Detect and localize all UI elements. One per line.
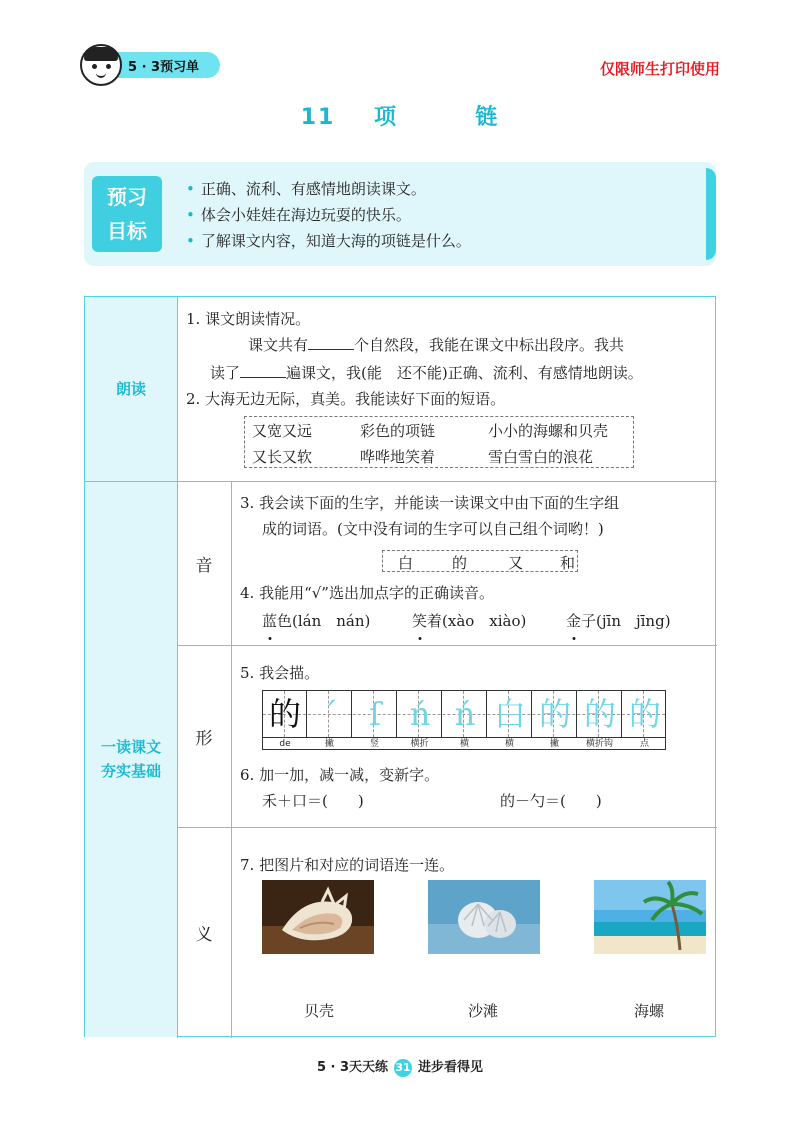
caption-conch[interactable]: 海螺: [634, 1002, 665, 1020]
q3-line1: 3. 我会读下面的生字，并能读一读课文中由下面的生字组: [240, 494, 620, 512]
q1-line2: 读了 遍课文，我(能 还不能)正确、流利、有感情地朗读。: [210, 364, 643, 382]
grid-label: 横: [459, 739, 469, 749]
grid-label: 撇: [324, 739, 334, 749]
q1-text: 1. 课文朗读情况。: [186, 310, 311, 328]
phrase: 彩色的项链: [360, 422, 436, 440]
badge-label: 5 · 3预习单: [128, 60, 200, 75]
phrase: 又宽又远: [252, 422, 313, 440]
q5-text: 5. 我会描。: [240, 664, 320, 682]
grid-char: 的: [538, 695, 571, 733]
preview-goals-box: [84, 162, 716, 266]
grid-label: de: [279, 739, 291, 749]
phrase: 小小的海螺和贝壳: [488, 422, 609, 440]
grid-char: 的: [583, 695, 616, 733]
char: 又: [508, 554, 524, 572]
goals-tag: 预习 目标: [92, 176, 162, 252]
grid-label: 点: [639, 739, 649, 749]
q4-text: 4. 我能用“√”选出加点字的正确读音。: [240, 584, 494, 602]
page-number: 31: [394, 1059, 412, 1077]
goal-item: • 正确、流利、有感情地朗读课文。: [186, 180, 426, 198]
q2-text: 2. 大海无边无际，真美。我能读好下面的短语。: [186, 390, 506, 408]
lesson-title: 11 项 链: [300, 105, 500, 130]
char: 的: [452, 554, 468, 572]
beach-image[interactable]: [594, 880, 706, 954]
blank-paragraph-count[interactable]: [308, 334, 354, 350]
grid-char: ń: [409, 695, 431, 733]
mascot-icon: [80, 44, 122, 86]
pinyin-option[interactable]: 笑着(xào xiào): [412, 608, 526, 634]
pinyin-option[interactable]: 蓝色(lán nán): [262, 608, 370, 634]
grid-char: 的: [628, 695, 661, 733]
q6-text: 6. 加一加，减一减，变新字。: [240, 766, 440, 784]
grid-label: 横折钩: [585, 739, 613, 749]
sub-label-sound: 音: [195, 555, 213, 576]
q3-line2: 成的词语。(文中没有词的生字可以自己组个词哟！): [262, 520, 604, 538]
tracing-grid[interactable]: [262, 690, 666, 750]
goals-list: [186, 176, 471, 254]
pinyin-option[interactable]: 金子(jīn jīng): [566, 608, 671, 634]
grid-char: ſ: [369, 695, 381, 733]
equation-1[interactable]: 禾＋口＝( ): [262, 792, 364, 810]
q1-line1: 课文共有 个自然段，我能在课文中标出段序。我共: [248, 336, 625, 354]
q7-text: 7. 把图片和对应的词语连一连。: [240, 856, 455, 874]
seashell-image[interactable]: [428, 880, 540, 954]
grid-char: 白: [493, 695, 526, 733]
goal-item: • 了解课文内容，知道大海的项链是什么。: [186, 232, 471, 250]
grid-label: 竖: [369, 739, 379, 749]
caption-beach[interactable]: 沙滩: [468, 1002, 499, 1020]
sub-label-meaning: 义: [195, 924, 213, 945]
conch-image[interactable]: [262, 880, 374, 954]
grid-char: ń: [454, 695, 476, 733]
grid-label: 横: [504, 739, 514, 749]
equation-2[interactable]: 的－勺＝( ): [500, 792, 602, 810]
grid-label: 撇: [549, 739, 559, 749]
grid-char: 的: [268, 695, 301, 733]
caption-shell[interactable]: 贝壳: [304, 1002, 335, 1020]
side-label-reading: 朗读: [85, 297, 177, 481]
phrase: 雪白雪白的浪花: [488, 448, 594, 466]
goal-item: • 体会小娃娃在海边玩耍的快乐。: [186, 206, 411, 224]
footer: 5 · 3天天练 31 进步看得见: [316, 1060, 484, 1075]
char: 白: [398, 554, 414, 572]
blank-read-count[interactable]: [240, 362, 286, 378]
side-label-basics: 一读课文 夯实基础: [85, 481, 177, 1037]
grid-label: 横折: [410, 739, 429, 749]
phrase: 又长又软: [252, 448, 313, 466]
char: 和: [560, 554, 576, 572]
sub-label-shape: 形: [195, 728, 213, 749]
print-notice: 仅限师生打印使用: [599, 60, 720, 78]
grid-char: ˊ: [322, 695, 338, 733]
phrase: 哗哗地笑着: [360, 448, 436, 466]
